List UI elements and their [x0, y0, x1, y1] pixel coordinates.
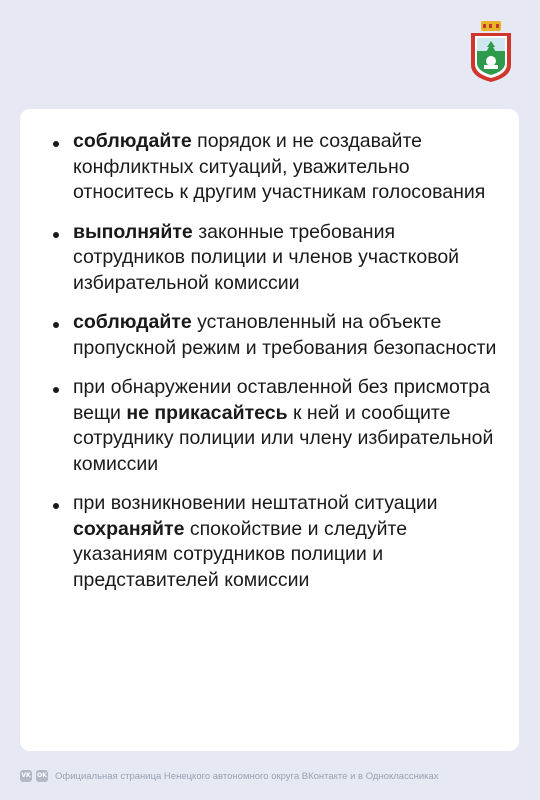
- rule-item: [20, 310, 519, 361]
- rule-item: [20, 220, 519, 297]
- bullet-icon: [53, 141, 59, 147]
- rule-item: [20, 375, 519, 477]
- rule-text-pre: при обнаружении оставленной без присмотра вещи: [73, 376, 490, 424]
- rule-text-bold: не прикасайтесь: [126, 401, 288, 424]
- bullet-icon: [53, 322, 59, 328]
- rule-text-bold: соблюдайте: [73, 311, 192, 333]
- footer: [20, 769, 439, 783]
- bullet-icon: [53, 387, 59, 393]
- rule-text-pre: при возникновении нештатной ситуации: [73, 492, 438, 514]
- rule-text-post: установленный на объекте пропускной режим и требования безопасности: [73, 311, 497, 359]
- rule-item: [20, 129, 519, 206]
- rule-item: [20, 491, 519, 593]
- rule-text-bold: соблюдайте: [73, 130, 192, 152]
- footer-text: Официальная страница Ненецкого автономного округа ВКонтакте и в Одноклассниках: [55, 770, 439, 782]
- rule-text-post: к ней и сообщите сотруднику полиции или члену избирательной комиссии: [73, 401, 494, 475]
- rules-card: [20, 109, 519, 751]
- rule-text-post: порядок и не создавайте конфликтных ситуаций, уважительно относитесь к другим участникам голосования: [73, 130, 486, 203]
- vk-icon[interactable]: VK: [20, 770, 32, 782]
- odnoklassniki-icon[interactable]: OK: [36, 770, 48, 782]
- bullet-icon: [53, 503, 59, 509]
- nenets-okrug-coat-of-arms-icon: [465, 19, 517, 85]
- rule-text-post: законные требования сотрудников полиции и членов участковой избирательной комиссии: [73, 220, 460, 294]
- rule-text-post: спокойствие и следуйте указаниям сотрудников полиции и представителей комиссии: [73, 517, 408, 591]
- rules-list: [20, 129, 519, 607]
- rule-text-bold: сохраняйте: [73, 517, 185, 540]
- bullet-icon: [53, 232, 59, 238]
- rule-text-bold: выполняйте: [73, 220, 193, 243]
